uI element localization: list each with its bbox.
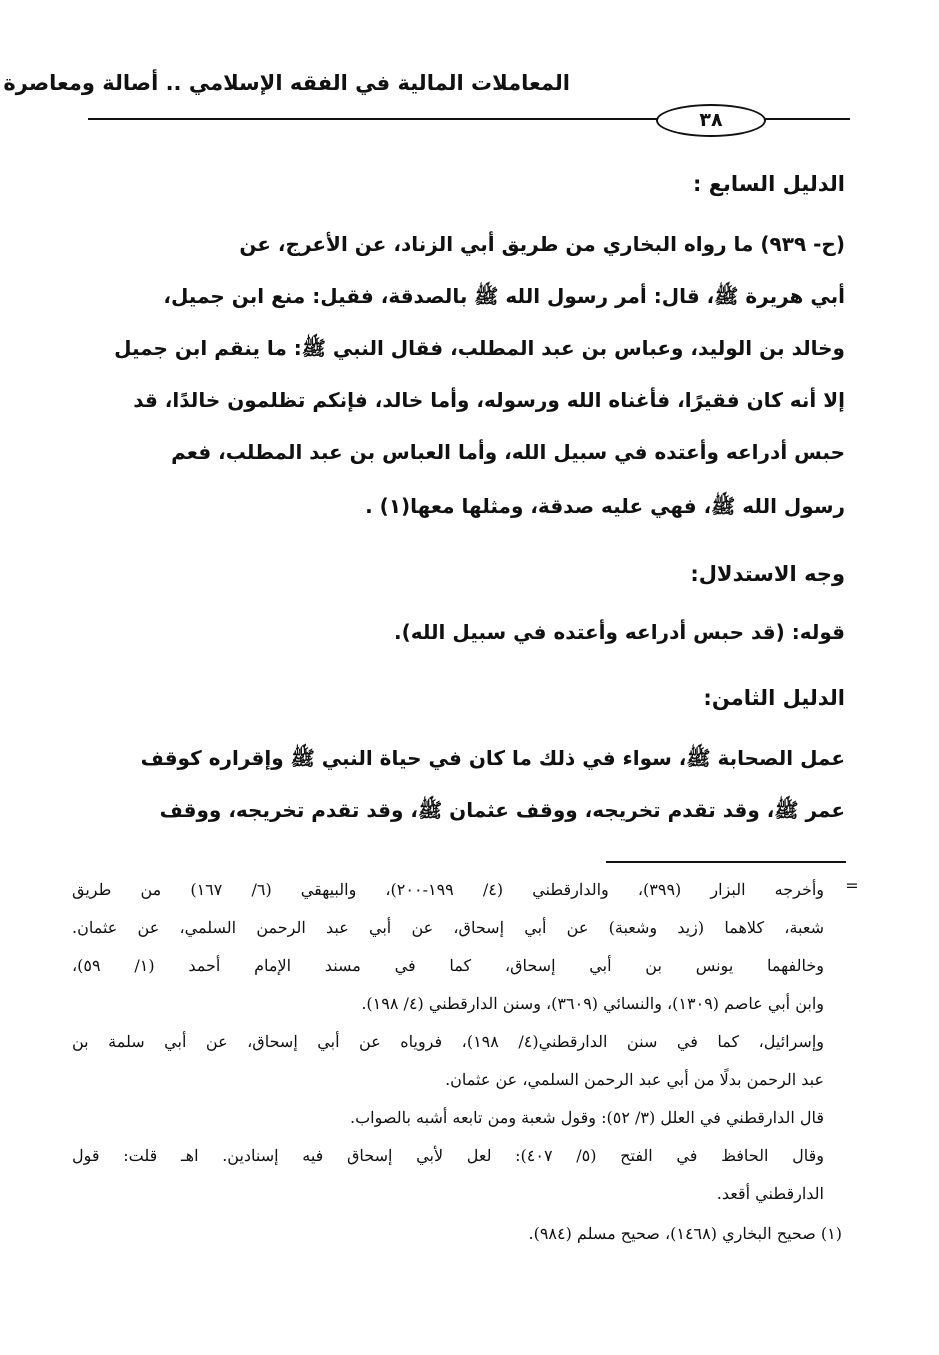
footnote-separator bbox=[606, 861, 846, 863]
running-header-title: المعاملات المالية في الفقه الإسلامي .. أصالة ومعاصرة bbox=[3, 71, 570, 95]
footnote-line: وإسرائيل، كما في سنن الدارقطني(٤/ ١٩٨)، فروياه عن أبي إسحاق، عن أبي سلمة بن bbox=[72, 1032, 824, 1051]
heading-inference: وجه الاستدلال: bbox=[690, 562, 845, 586]
footnote-line: الدارقطني أقعد. bbox=[716, 1184, 824, 1203]
footnote-line: وقال الحافظ في الفتح (٥/ ٤٠٧): لعل لأبي إسحاق فيه إسنادين. اهـ قلت: قول bbox=[72, 1146, 824, 1165]
footnote-line: وأخرجه البزار (٣٩٩)، والدارقطني (٤/ ١٩٩-٢٠٠)، والبيهقي (٦/ ١٦٧) من طريق bbox=[72, 880, 824, 899]
footnote-continuation-marker: = bbox=[845, 876, 859, 895]
body-line: إلا أنه كان فقيرًا، فأغناه الله ورسوله، وأما خالد، فإنكم تظلمون خالدًا، قد bbox=[133, 388, 845, 412]
body-line: عمل الصحابة ﷺ، سواء في ذلك ما كان في حياة النبي ﷺ وإقراره كوقف bbox=[140, 746, 845, 770]
body-line: رسول الله ﷺ، فهي عليه صدقة، ومثلها معها(١) . bbox=[365, 494, 845, 518]
heading-seventh-evidence: الدليل السابع : bbox=[692, 172, 845, 196]
footnote-line: قال الدارقطني في العلل (٣/ ٥٢): وقول شعبة ومن تابعه أشبه بالصواب. bbox=[350, 1108, 824, 1127]
body-line: قوله: (قد حبس أدراعه وأعتده في سبيل الله). bbox=[394, 620, 845, 644]
heading-eighth-evidence: الدليل الثامن: bbox=[703, 686, 845, 710]
body-line: عمر ﷺ، وقد تقدم تخريجه، ووقف عثمان ﷺ، وقد تقدم تخريجه، ووقف bbox=[159, 798, 845, 822]
footnote-line: وابن أبي عاصم (١٣٠٩)، والنسائي (٣٦٠٩)، وسنن الدارقطني (٤/ ١٩٨). bbox=[361, 994, 824, 1013]
body-line: حبس أدراعه وأعتده في سبيل الله، وأما العباس بن عبد المطلب، فعم bbox=[171, 440, 845, 464]
body-line: (ح- ٩٣٩) ما رواه البخاري من طريق أبي الزناد، عن الأعرج، عن bbox=[239, 232, 845, 256]
footnote-line: وخالفهما يونس بن أبي إسحاق، كما في مسند الإمام أحمد (١/ ٥٩)، bbox=[72, 956, 824, 975]
page-number-badge: ٣٨ bbox=[656, 104, 766, 137]
footnote-line: شعبة، كلاهما (زيد وشعبة) عن أبي إسحاق، عن أبي عبد الرحمن السلمي، عن عثمان. bbox=[72, 918, 824, 937]
footnote-line: عبد الرحمن بدلًا من أبي عبد الرحمن السلمي، عن عثمان. bbox=[445, 1070, 824, 1089]
body-line: وخالد بن الوليد، وعباس بن عبد المطلب، فقال النبي ﷺ: ما ينقم ابن جميل bbox=[114, 336, 845, 360]
footnote-1: (١) صحيح البخاري (١٤٦٨)، صحيح مسلم (٩٨٤). bbox=[528, 1224, 842, 1243]
body-line: أبي هريرة ﷺ، قال: أمر رسول الله ﷺ بالصدقة، فقيل: منع ابن جميل، bbox=[163, 284, 845, 308]
